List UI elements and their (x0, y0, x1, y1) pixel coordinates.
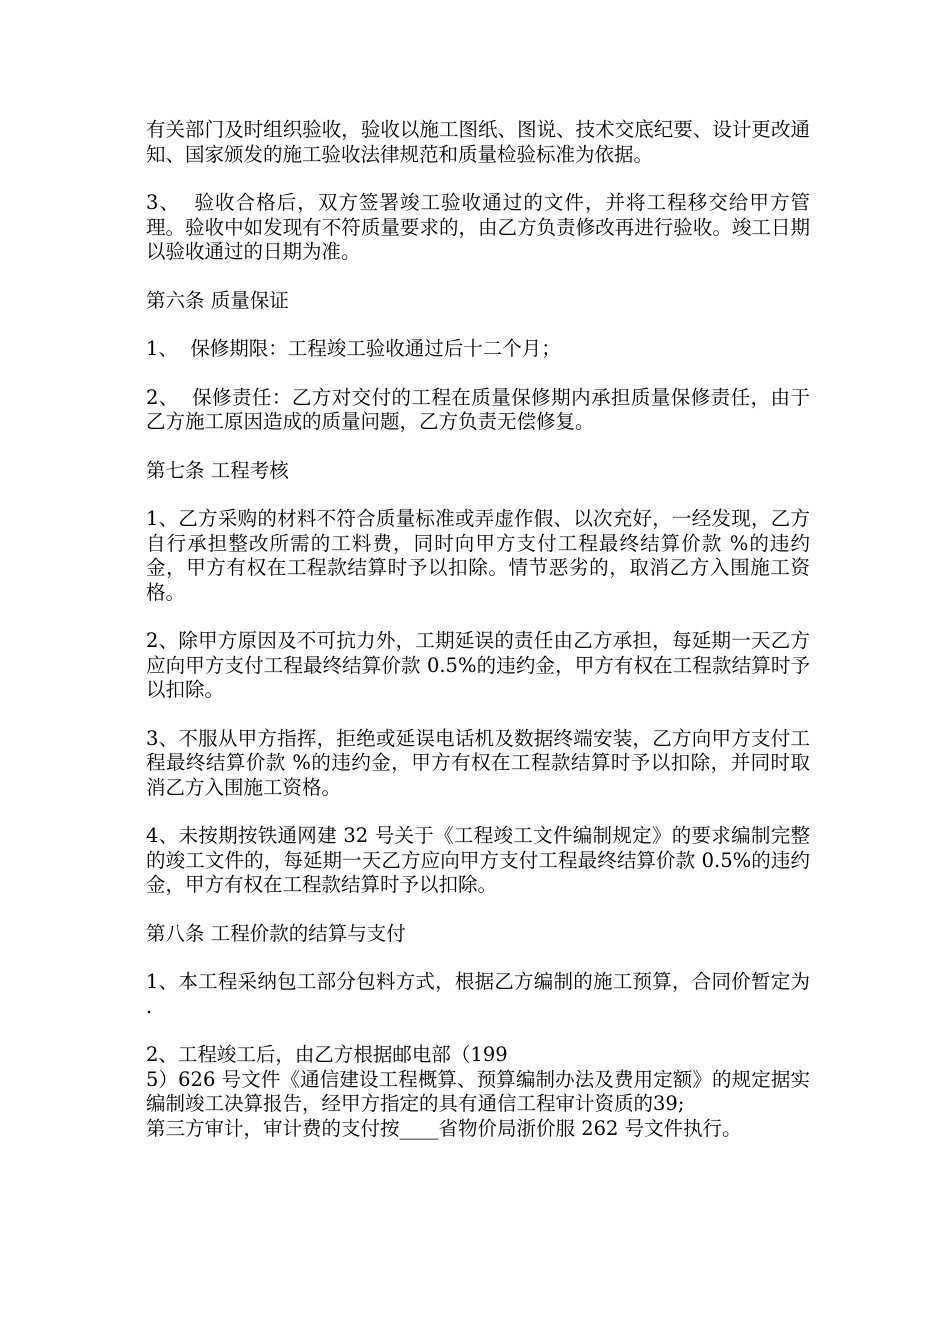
paragraph-acceptance-basis: 有关部门及时组织验收，验收以施工图纸、图说、技术交底纪要、设计更改通知、国家颁发的施工验收法律规范和质量检验标准为依据。 (146, 118, 810, 166)
paragraph-payment-item-2-line-2: 5）626 号文件《通信建设工程概算、预算编制办法及费用定额》的规定据实编制竣工决算报告，经甲方指定的具有通信工程审计资质的39; (146, 1067, 810, 1115)
paragraph-warranty-period: 1、 保修期限：工程竣工验收通过后十二个月； (146, 337, 561, 360)
paragraph-payment-item-1: 1、本工程采纳包工部分包料方式，根据乙方编制的施工预算，合同价暂定为 . (146, 970, 817, 1018)
paragraph-acceptance-item-3: 3、 验收合格后，双方签署竣工验收通过的文件，并将工程移交给甲方管理。验收中如发现有不符质量要求的，由乙方负责修改再进行验收。竣工日期以验收通过的日期为准。 (146, 191, 810, 263)
paragraph-assessment-item-2: 2、除甲方原因及不可抗力外，工期延误的责任由乙方承担，每延期一天乙方应向甲方支付工程最终结算价款 0.5%的违约金，甲方有权在工程款结算时予以扣除。 (146, 629, 810, 701)
section-heading-article-7: 第七条 工程考核 (146, 458, 289, 482)
paragraph-assessment-item-3: 3、不服从甲方指挥，拒绝或延误电话机及数据终端安装，乙方向甲方支付工程最终结算价款 %的违约金，甲方有权在工程款结算时予以扣除，并同时取消乙方入围施工资格。 (146, 726, 810, 799)
paragraph-payment-item-2-line-3: 第三方审计，审计费的支付按____省物价局浙价服 262 号文件执行。 (146, 1116, 742, 1140)
paragraph-assessment-item-1: 1、乙方采购的材料不符合质量标准或弄虚作假、以次充好，一经发现，乙方自行承担整改所需的工料费，同时向甲方支付工程最终结算价款 %的违约金，甲方有权在工程款结算时予以扣除。情节恶劣的，取消乙方入围施工资格。 (146, 507, 810, 604)
paragraph-warranty-responsibility: 2、 保修责任：乙方对交付的工程在质量保修期内承担质量保修责任，由于乙方施工原因造成的质量问题，乙方负责无偿修复。 (146, 385, 810, 433)
paragraph-assessment-item-4: 4、未按期按铁通网建 32 号关于《工程竣工文件编制规定》的要求编制完整的竣工文件的，每延期一天乙方应向甲方支付工程最终结算价款 0.5%的违约金，甲方有权在工程款结算时予以扣除。 (146, 824, 810, 896)
document-page (146, 118, 817, 1141)
paragraph-payment-item-2-line-1: 2、工程竣工后，由乙方根据邮电部（199 (146, 1043, 508, 1066)
section-heading-article-6: 第六条 质量保证 (146, 288, 289, 312)
section-heading-article-8: 第八条 工程价款的结算与支付 (146, 921, 406, 945)
